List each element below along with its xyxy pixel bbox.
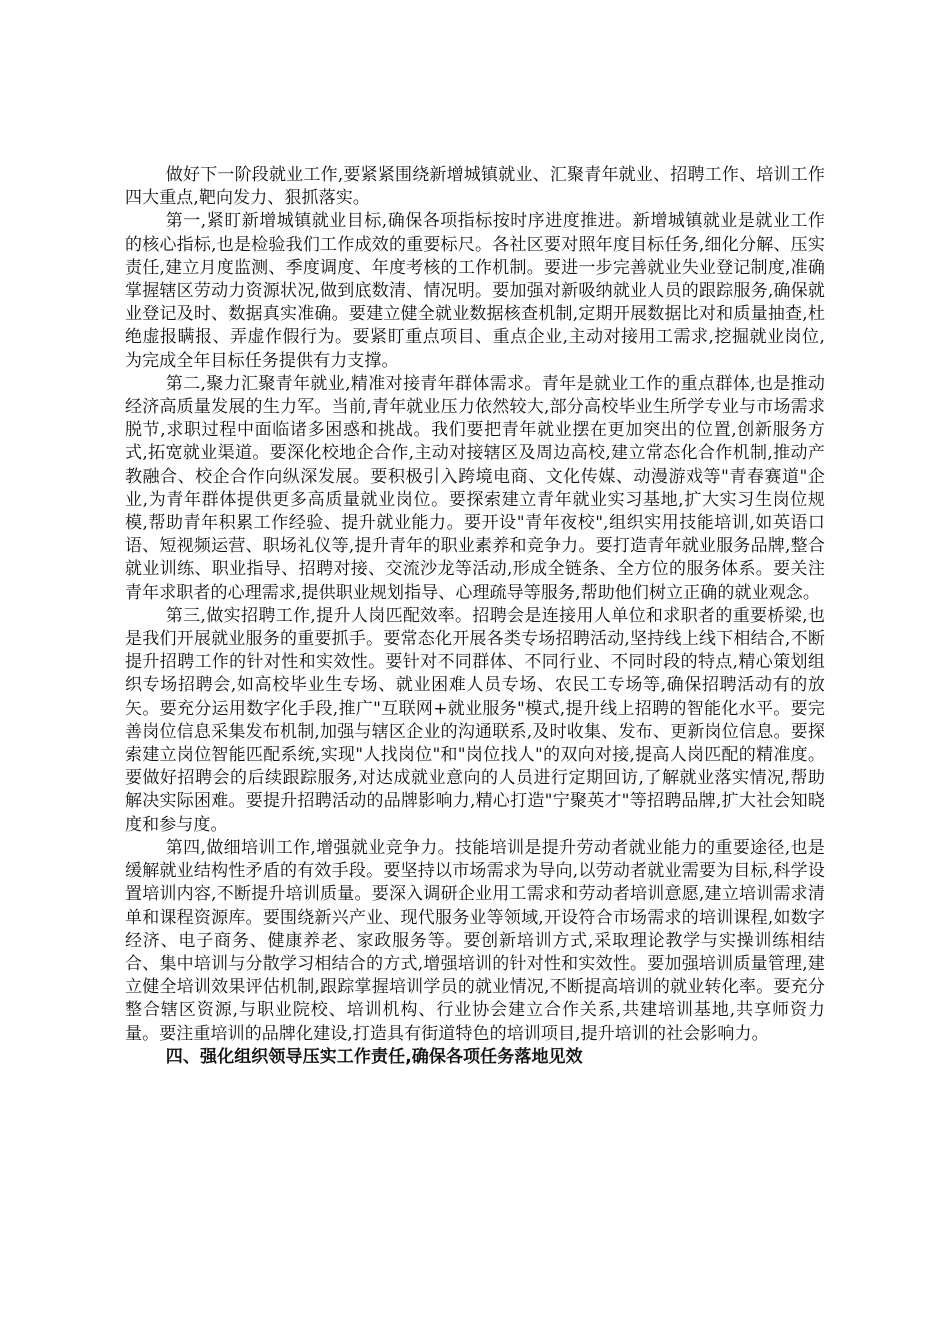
paragraph-recruitment: 第三,做实招聘工作,提升人岗匹配效率。招聘会是连接用人单位和求职者的重要桥梁,也是我们开展就业服务的重要抓手。要常态化开展各类专场招聘活动,坚持线上线下相结合,不断提升招聘工作的针对性和实效性。要针对不同群体、不同行业、不同时段的特点,精心策划组织专场招聘会,如高校毕业生专场、就业困难人员专场、农民工专场等,确保招聘活动有的放矢。要充分运用数字化手段,推广"互联网+就业服务"模式,提升线上招聘的智能化水平。要完善岗位信息采集发布机制,加强与辖区企业的沟通联系,及时收集、发布、更新岗位信息。要探索建立岗位智能匹配系统,实现"人找岗位"和"岗位找人"的双向对接,提高人岗匹配的精准度。要做好招聘会的后续跟踪服务,对达成就业意向的人员进行定期回访,了解就业落实情况,帮助解决实际困难。要提升招聘活动的品牌影响力,精心打造"宁聚英才"等招聘品牌,扩大社会知晓度和参与度。 <box>125 605 825 835</box>
paragraph-youth-employment: 第二,聚力汇聚青年就业,精准对接青年群体需求。青年是就业工作的重点群体,也是推动经济高质量发展的生力军。当前,青年就业压力依然较大,部分高校毕业生所学专业与市场需求脱节,求职过程中面临诸多困惑和挑战。我们要把青年就业摆在更加突出的位置,创新服务方式,拓宽就业渠道。要深化校地企合作,主动对接辖区及周边高校,建立常态化合作机制,推动产教融合、校企合作向纵深发展。要积极引入跨境电商、文化传媒、动漫游戏等"青春赛道"企业,为青年群体提供更多高质量就业岗位。要探索建立青年就业实习基地,扩大实习生岗位规模,帮助青年积累工作经验、提升就业能力。要开设"青年夜校",组织实用技能培训,如英语口语、短视频运营、职场礼仪等,提升青年的职业素养和竞争力。要打造青年就业服务品牌,整合就业训练、职业指导、招聘对接、交流沙龙等活动,形成全链条、全方位的服务体系。要关注青年求职者的心理需求,提供职业规划指导、心理疏导等服务,帮助他们树立正确的就业观念。 <box>125 373 825 603</box>
paragraph-urban-employment: 第一,紧盯新增城镇就业目标,确保各项指标按时序进度推进。新增城镇就业是就业工作的核心指标,也是检验我们工作成效的重要标尺。各社区要对照年度目标任务,细化分解、压实责任,建立月度监测、季度调度、年度考核的工作机制。要进一步完善就业失业登记制度,准确掌握辖区劳动力资源状况,做到底数清、情况明。要加强对新吸纳就业人员的跟踪服务,确保就业登记及时、数据真实准确。要建立健全就业数据核查机制,定期开展数据比对和质量抽查,杜绝虚报瞒报、弄虚作假行为。要紧盯重点项目、重点企业,主动对接用工需求,挖掘就业岗位,为完成全年目标任务提供有力支撑。 <box>125 211 825 371</box>
paragraph-intro: 做好下一阶段就业工作,要紧紧围绕新增城镇就业、汇聚青年就业、招聘工作、培训工作四大重点,靶向发力、狠抓落实。 <box>125 165 825 209</box>
document-body <box>125 164 825 1069</box>
section-heading: 四、强化组织领导压实工作责任,确保各项任务落地见效 <box>165 1046 583 1067</box>
paragraph-training: 第四,做细培训工作,增强就业竞争力。技能培训是提升劳动者就业能力的重要途径,也是缓解就业结构性矛盾的有效手段。要坚持以市场需求为导向,以劳动者就业需要为目标,科学设置培训内容,不断提升培训质量。要深入调研企业用工需求和劳动者培训意愿,建立培训需求清单和课程资源库。要围绕新兴产业、现代服务业等领域,开设符合市场需求的培训课程,如数字经济、电子商务、健康养老、家政服务等。要创新培训方式,采取理论教学与实操训练相结合、集中培训与分散学习相结合的方式,增强培训的针对性和实效性。要加强培训质量管理,建立健全培训效果评估机制,跟踪掌握培训学员的就业情况,不断提高培训的就业转化率。要充分整合辖区资源,与职业院校、培训机构、行业协会建立合作关系,共建培训基地,共享师资力量。要注重培训的品牌化建设,打造具有街道特色的培训项目,提升培训的社会影响力。 <box>125 837 825 1044</box>
